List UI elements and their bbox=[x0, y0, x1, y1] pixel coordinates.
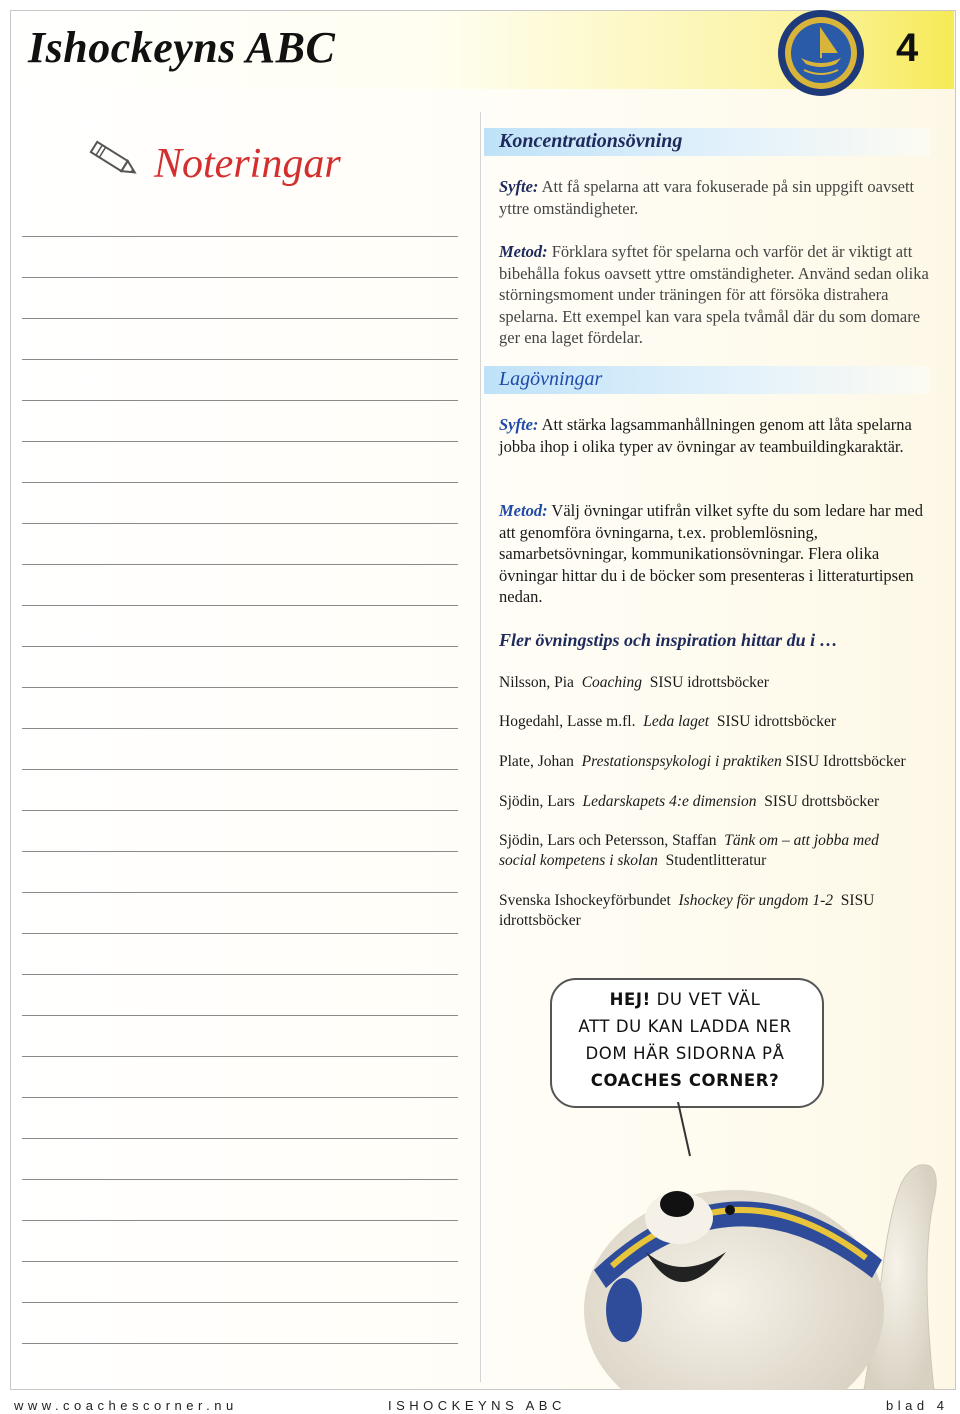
note-line bbox=[22, 728, 458, 729]
federation-logo bbox=[776, 8, 866, 98]
note-line bbox=[22, 769, 458, 770]
note-line bbox=[22, 318, 458, 319]
note-line bbox=[22, 277, 458, 278]
note-line bbox=[22, 974, 458, 975]
reference-item: Plate, Johan Prestationspsykologi i praktiken SISU Idrottsböcker bbox=[499, 753, 906, 770]
note-line bbox=[22, 441, 458, 442]
bubble-coaches-corner: COACHES CORNER bbox=[590, 1071, 770, 1090]
footer-page: blad 4 bbox=[886, 1398, 949, 1413]
note-line bbox=[22, 1343, 458, 1344]
reference-item: Hogedahl, Lasse m.fl. Leda laget SISU idrottsböcker bbox=[499, 713, 837, 730]
note-line bbox=[22, 1097, 458, 1098]
reference-item: Sjödin, Lars och Petersson, Staffan Tänk om – att jobba med social kompetens i skolan Studentlitteratur bbox=[499, 832, 879, 869]
koncentration-syfte bbox=[499, 176, 929, 219]
note-line bbox=[22, 687, 458, 688]
syfte-label: Syfte: bbox=[499, 415, 539, 434]
section-title-lag: Lagövningar bbox=[499, 368, 603, 390]
lag-metod bbox=[499, 500, 929, 608]
footer-website: www.coachescorner.nu bbox=[14, 1398, 238, 1413]
metod-label: Metod: bbox=[499, 501, 548, 520]
note-line bbox=[22, 1261, 458, 1262]
note-line bbox=[22, 1015, 458, 1016]
section-title-koncentration: Koncentrationsövning bbox=[499, 130, 683, 152]
column-divider bbox=[480, 112, 481, 1382]
metod-text: Välj övningar utifrån vilket syfte du som ledare har med att genomföra övningarna, t.ex. problemlösning, samarbetsövningar, kommunikationsövningar. Flera olika övningar hittar du i de böcker som presenteras i litteraturtipsen nedan. bbox=[499, 501, 924, 606]
note-line bbox=[22, 564, 458, 565]
note-line bbox=[22, 1179, 458, 1180]
note-line bbox=[22, 646, 458, 647]
lag-syfte bbox=[499, 414, 929, 457]
reference-item: Sjödin, Lars Ledarskapets 4:e dimension SISU drottsböcker bbox=[499, 793, 880, 810]
syfte-text: Att stärka lagsammanhållningen genom att låta spelarna jobba ihop i olika typer av övningar av teambuildingkaraktär. bbox=[499, 415, 912, 456]
syfte-label: Syfte: bbox=[499, 177, 539, 196]
pencil-icon bbox=[84, 136, 142, 184]
note-line bbox=[22, 523, 458, 524]
bubble-hej: HEJ! bbox=[609, 990, 651, 1009]
speech-bubble-text: HEJ! DU VET VÄL ATT DU KAN LADDA NER DOM HÄR SIDORNA PÅ COACHES CORNER? bbox=[578, 990, 792, 1090]
notes-title: Noteringar bbox=[154, 141, 341, 187]
note-line bbox=[22, 1056, 458, 1057]
reference-item: Nilsson, Pia Coaching SISU idrottsböcker bbox=[499, 674, 769, 691]
note-line bbox=[22, 482, 458, 483]
polar-bear-mascot-image bbox=[584, 1140, 960, 1390]
page-title: Ishockeyns ABC bbox=[28, 23, 336, 72]
note-line bbox=[22, 933, 458, 934]
note-line bbox=[22, 359, 458, 360]
note-line bbox=[22, 892, 458, 893]
tips-heading: Fler övningstips och inspiration hittar du i … bbox=[499, 630, 838, 650]
metod-text: Förklara syftet för spelarna och varför det är viktigt att bibehålla fokus oavsett yttre omständigheter. Använd sedan olika störningsmoment under träningen för att försöka distrahera spelarna. Ett exempel kan vara spela tvåmål där du som domare ger ena laget fördelar. bbox=[499, 242, 929, 347]
note-line bbox=[22, 851, 458, 852]
note-line bbox=[22, 1220, 458, 1221]
note-line bbox=[22, 1302, 458, 1303]
reference-item: Svenska Ishockeyförbundet Ishockey för ungdom 1-2 SISU idrottsböcker bbox=[499, 892, 875, 929]
note-line bbox=[22, 400, 458, 401]
page-number: 4 bbox=[896, 26, 919, 70]
footer-title: ISHOCKEYNS ABC bbox=[388, 1398, 566, 1413]
note-line bbox=[22, 236, 458, 237]
syfte-text: Att få spelarna att vara fokuserade på sin uppgift oavsett yttre omständigheter. bbox=[499, 177, 915, 218]
koncentration-metod bbox=[499, 241, 929, 349]
note-line bbox=[22, 810, 458, 811]
note-line bbox=[22, 605, 458, 606]
metod-label: Metod: bbox=[499, 242, 548, 261]
note-line bbox=[22, 1138, 458, 1139]
